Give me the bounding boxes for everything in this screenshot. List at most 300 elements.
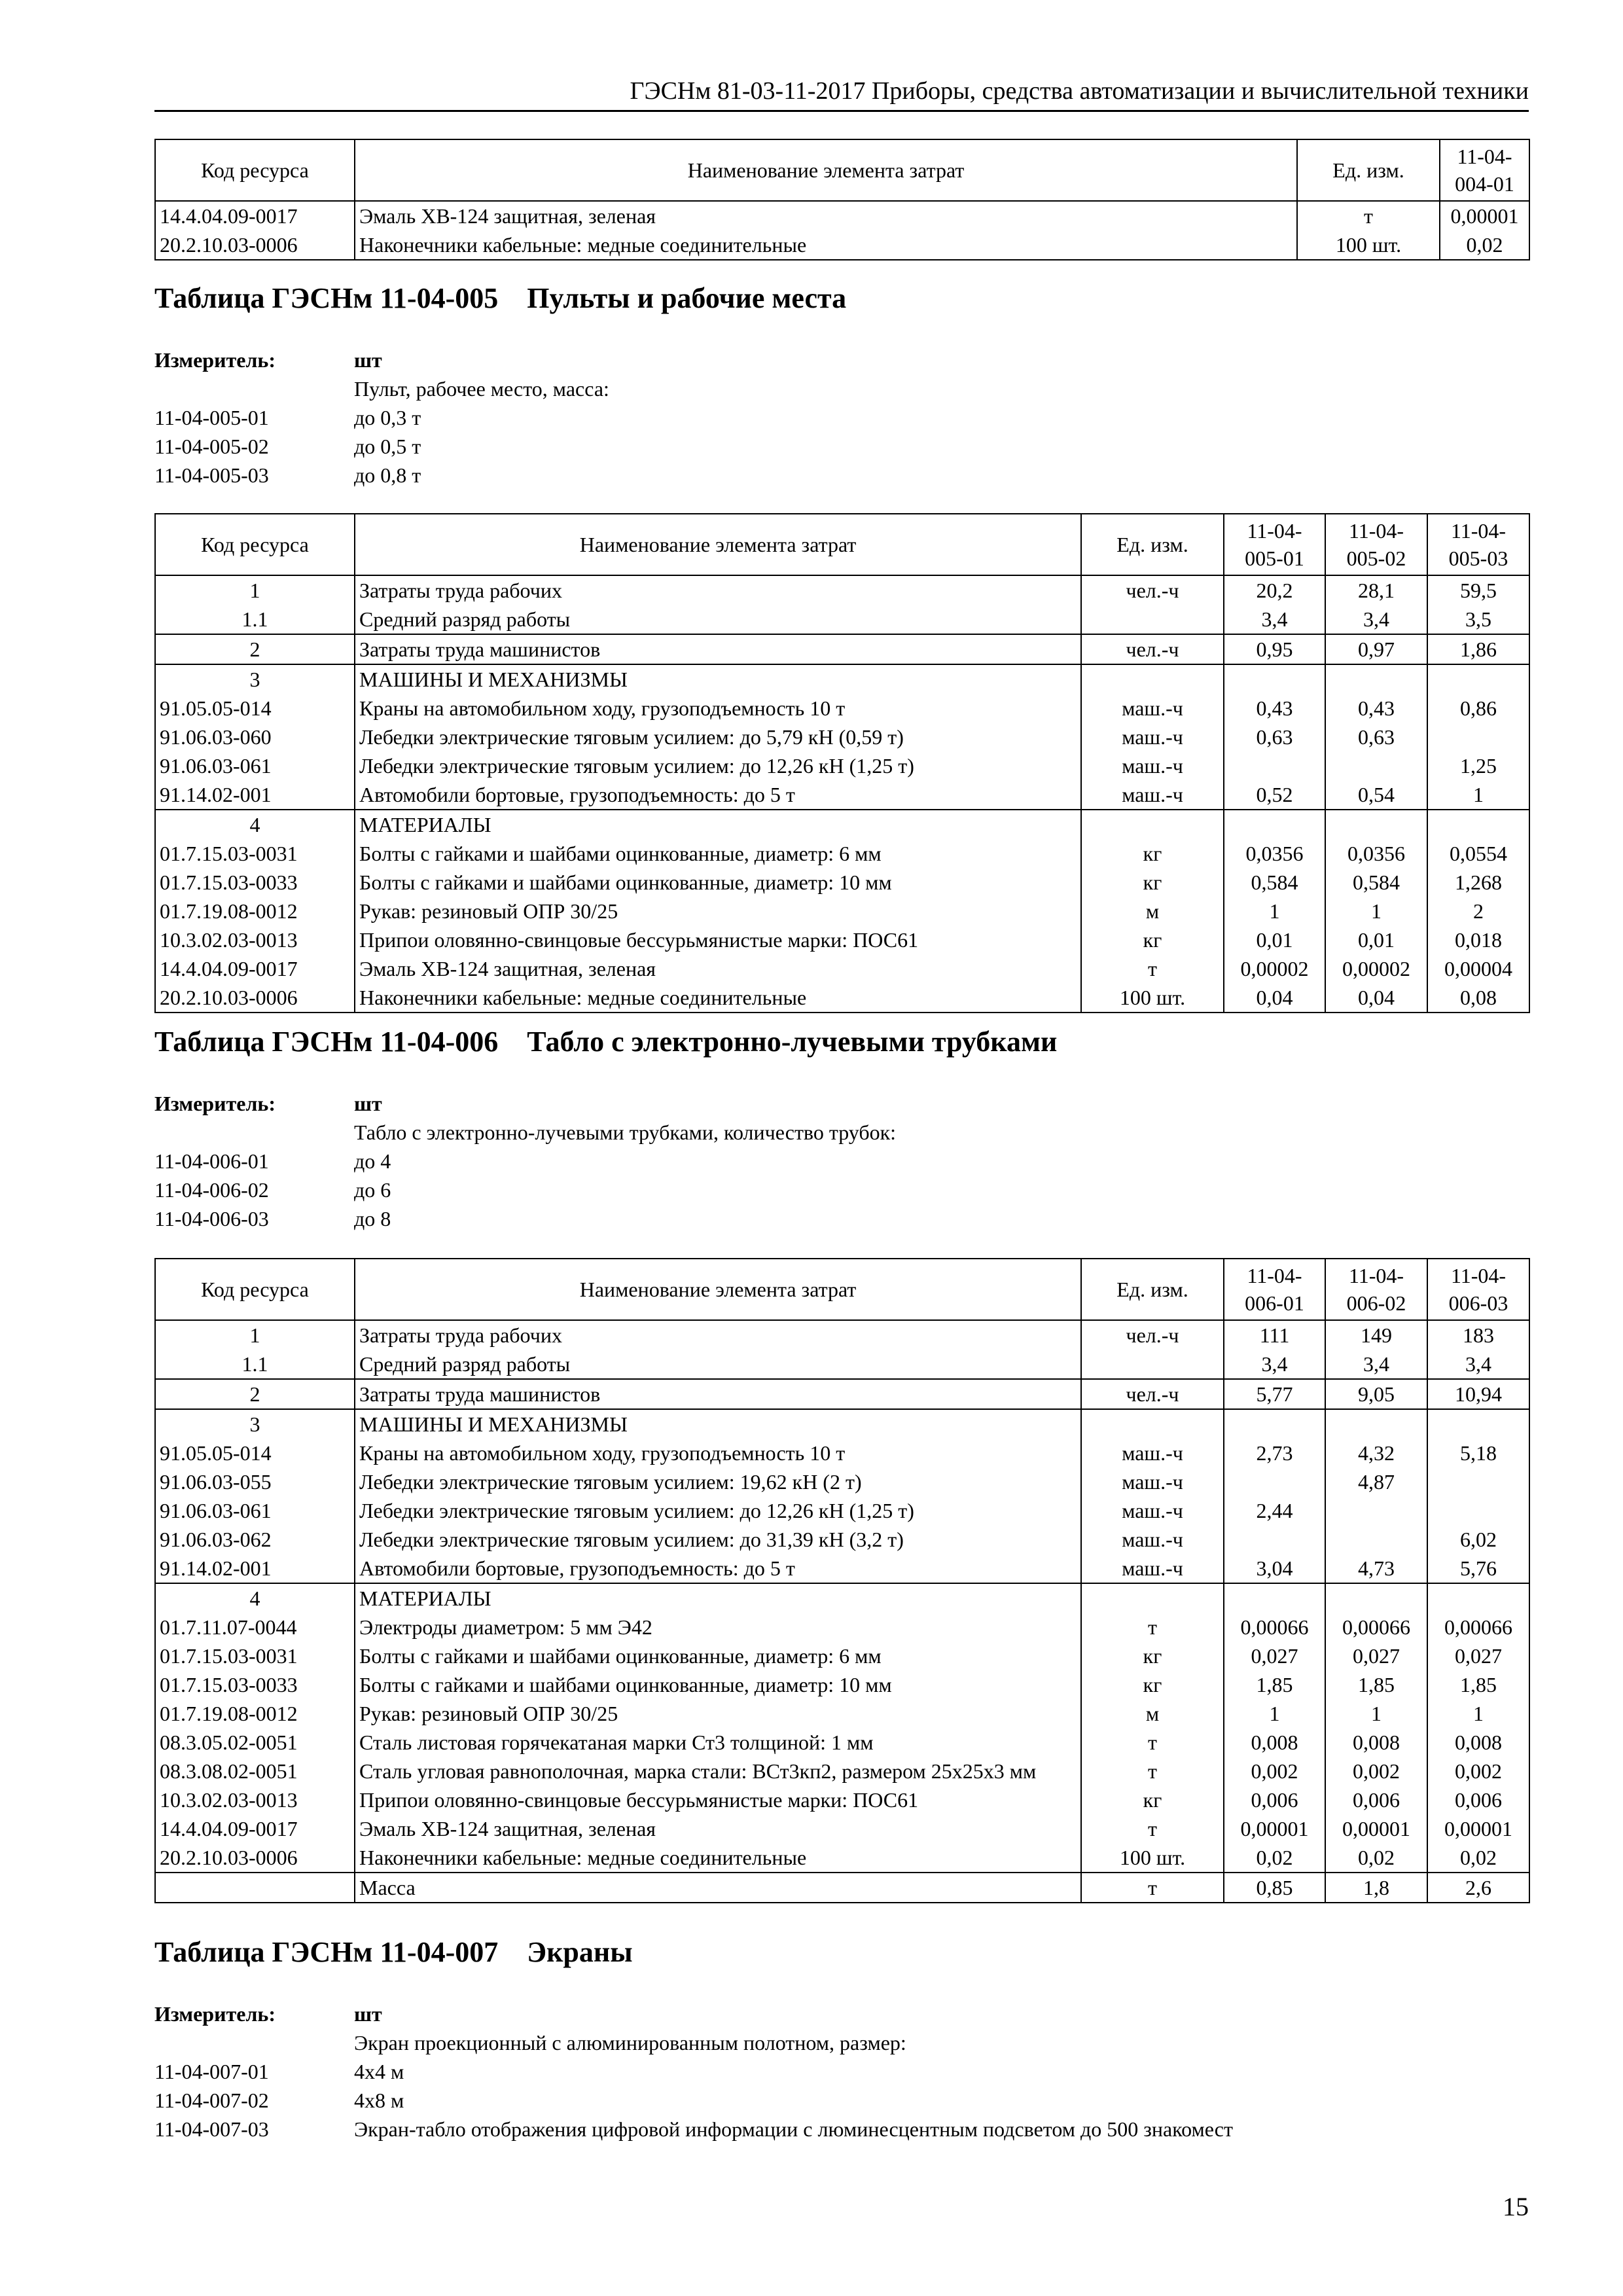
resource-value: 0,584 xyxy=(1325,868,1427,897)
resource-value: 0,027 xyxy=(1427,1641,1529,1670)
running-header: ГЭСНм 81-03-11-2017 Приборы, средства автоматизации и вычислительной техники xyxy=(154,73,1529,112)
meter-desc-spacer xyxy=(154,374,354,403)
resource-value: 5,77 xyxy=(1224,1379,1325,1409)
resource-unit: 100 шт. xyxy=(1297,230,1440,260)
resource-value: 0,43 xyxy=(1325,694,1427,723)
meter-item-code: 11-04-007-03 xyxy=(154,2117,269,2141)
resource-value: 111 xyxy=(1224,1320,1325,1350)
resource-value xyxy=(1325,810,1427,839)
resource-name: Эмаль ХВ-124 защитная, зеленая xyxy=(355,954,1081,983)
resource-code: 01.7.15.03-0031 xyxy=(155,1641,355,1670)
resource-unit: т xyxy=(1081,1873,1224,1903)
resource-value: 0,04 xyxy=(1224,983,1325,1013)
resource-value: 20,2 xyxy=(1224,575,1325,605)
resource-code: 10.3.02.03-0013 xyxy=(155,1785,355,1814)
resource-name: Затраты труда рабочих xyxy=(355,575,1081,605)
meter-item-code: 11-04-007-02 xyxy=(154,2089,269,2112)
table-row xyxy=(155,1814,1529,1843)
resource-unit xyxy=(1081,1350,1224,1379)
resource-value: 0,02 xyxy=(1440,230,1529,260)
table-row xyxy=(155,664,1529,694)
resource-value: 0,02 xyxy=(1325,1843,1427,1873)
resource-value: 1 xyxy=(1427,1699,1529,1728)
table-title-number: Таблица ГЭСНм 11-04-006 xyxy=(154,1026,499,1058)
table-row xyxy=(155,1670,1529,1699)
table-title-subject: Экраны xyxy=(527,1936,633,1968)
resource-code: 2 xyxy=(155,1379,355,1409)
resource-name: МАТЕРИАЛЫ xyxy=(355,810,1081,839)
resource-value: 1 xyxy=(1224,1699,1325,1728)
resource-value: 2,44 xyxy=(1224,1496,1325,1525)
resource-code: 14.4.04.09-0017 xyxy=(155,1814,355,1843)
resource-name: Затраты труда машинистов xyxy=(355,1379,1081,1409)
resource-unit: маш.-ч xyxy=(1081,1525,1224,1554)
resource-value: 0,0356 xyxy=(1325,839,1427,868)
meter-block-005 xyxy=(154,346,1529,490)
meter-item-text: до 4 xyxy=(354,1149,391,1173)
resource-code: 20.2.10.03-0006 xyxy=(155,983,355,1013)
table-row xyxy=(155,1350,1529,1379)
meter-description: Экран проекционный с алюминированным полотном, размер: xyxy=(354,2031,906,2054)
resource-name: МАШИНЫ И МЕХАНИЗМЫ xyxy=(355,1409,1081,1439)
resource-value: 0,00066 xyxy=(1224,1613,1325,1641)
resource-value: 3,4 xyxy=(1224,605,1325,634)
resource-code: 14.4.04.09-0017 xyxy=(155,201,355,230)
resource-value: 0,97 xyxy=(1325,634,1427,664)
table-row xyxy=(155,780,1529,810)
col-header-unit: Ед. изм. xyxy=(1081,514,1224,575)
table-row xyxy=(155,1409,1529,1439)
meter-item-code: 11-04-005-01 xyxy=(154,406,269,429)
resource-value: 2 xyxy=(1427,897,1529,925)
resource-value: 0,002 xyxy=(1224,1757,1325,1785)
resource-name: Краны на автомобильном ходу, грузоподъемность 10 т xyxy=(355,694,1081,723)
table-row xyxy=(155,694,1529,723)
resource-value xyxy=(1427,1496,1529,1525)
resource-value: 1 xyxy=(1325,897,1427,925)
resource-unit: т xyxy=(1081,1728,1224,1757)
meter-item-code: 11-04-006-03 xyxy=(154,1207,269,1230)
resource-value: 0,0356 xyxy=(1224,839,1325,868)
resource-value xyxy=(1325,1583,1427,1613)
meter-item-text: до 6 xyxy=(354,1178,391,1202)
resource-value: 3,4 xyxy=(1224,1350,1325,1379)
resource-value: 0,00002 xyxy=(1224,954,1325,983)
meter-item-text: Экран-табло отображения цифровой информации с люминесцентным подсветом до 500 знакомест xyxy=(354,2117,1233,2141)
resource-code: 1 xyxy=(155,575,355,605)
resource-unit xyxy=(1081,810,1224,839)
table-row xyxy=(155,1467,1529,1496)
table-row xyxy=(155,1613,1529,1641)
resource-value: 0,0554 xyxy=(1427,839,1529,868)
meter-desc-spacer xyxy=(154,2028,354,2057)
resource-unit: кг xyxy=(1081,839,1224,868)
resource-name: Краны на автомобильном ходу, грузоподъемность 10 т xyxy=(355,1439,1081,1467)
resource-value: 0,86 xyxy=(1427,694,1529,723)
resource-value xyxy=(1224,1467,1325,1496)
resource-name: Затраты труда машинистов xyxy=(355,634,1081,664)
resource-value: 3,04 xyxy=(1224,1554,1325,1583)
resource-unit xyxy=(1081,1409,1224,1439)
table-row xyxy=(155,1554,1529,1583)
resource-unit: маш.-ч xyxy=(1081,694,1224,723)
resource-name: Лебедки электрические тяговым усилием: до 12,26 кН (1,25 т) xyxy=(355,751,1081,780)
resource-unit: чел.-ч xyxy=(1081,1379,1224,1409)
resource-name: Затраты труда рабочих xyxy=(355,1320,1081,1350)
resource-name: Болты с гайками и шайбами оцинкованные, диаметр: 6 мм xyxy=(355,839,1081,868)
resource-unit: 100 шт. xyxy=(1081,983,1224,1013)
meter-item xyxy=(154,2115,1529,2144)
resource-unit xyxy=(1081,605,1224,634)
resource-value: 0,006 xyxy=(1325,1785,1427,1814)
resource-code: 08.3.05.02-0051 xyxy=(155,1728,355,1757)
meter-item-code: 11-04-007-01 xyxy=(154,2060,269,2083)
table-title-007 xyxy=(154,1935,633,1969)
table-row xyxy=(155,230,1529,260)
resource-unit xyxy=(1081,1583,1224,1613)
table-row xyxy=(155,751,1529,780)
resource-name: Эмаль ХВ-124 защитная, зеленая xyxy=(355,201,1297,230)
resource-value: 5,18 xyxy=(1427,1439,1529,1467)
resource-value: 0,00066 xyxy=(1427,1613,1529,1641)
meter-row xyxy=(154,1089,1529,1118)
col-header-value-2: 11-04- 005-02 xyxy=(1325,514,1427,575)
resource-unit: м xyxy=(1081,1699,1224,1728)
table-row xyxy=(155,1641,1529,1670)
table-row xyxy=(155,723,1529,751)
meter-item-code: 11-04-005-02 xyxy=(154,435,269,458)
table-row xyxy=(155,1785,1529,1814)
resource-code: 01.7.19.08-0012 xyxy=(155,897,355,925)
resource-unit: чел.-ч xyxy=(1081,634,1224,664)
resource-table-006 xyxy=(154,1258,1530,1903)
meter-desc-row xyxy=(154,1118,1529,1147)
resource-unit: маш.-ч xyxy=(1081,780,1224,810)
resource-unit: т xyxy=(1081,1814,1224,1843)
table-row xyxy=(155,1496,1529,1525)
meter-unit: шт xyxy=(354,2002,382,2026)
meter-item xyxy=(154,2086,1529,2115)
table-title-number: Таблица ГЭСНм 11-04-007 xyxy=(154,1936,499,1968)
resource-value xyxy=(1325,1409,1427,1439)
table-row xyxy=(155,575,1529,605)
table-row xyxy=(155,1525,1529,1554)
resource-name: Наконечники кабельные: медные соединительные xyxy=(355,230,1297,260)
resource-name: Лебедки электрические тяговым усилием: до 12,26 кН (1,25 т) xyxy=(355,1496,1081,1525)
resource-value xyxy=(1325,1525,1427,1554)
col-header-unit: Ед. изм. xyxy=(1297,139,1440,201)
resource-value: 0,43 xyxy=(1224,694,1325,723)
resource-unit: маш.-ч xyxy=(1081,1554,1224,1583)
resource-code: 4 xyxy=(155,810,355,839)
meter-description: Пульт, рабочее место, масса: xyxy=(354,377,609,401)
table-row xyxy=(155,839,1529,868)
resource-value xyxy=(1224,664,1325,694)
resource-name: Рукав: резиновый ОПР 30/25 xyxy=(355,897,1081,925)
resource-name: Припои оловянно-свинцовые бессурьмянистые марки: ПОС61 xyxy=(355,925,1081,954)
table-row xyxy=(155,1873,1529,1903)
table-row xyxy=(155,1728,1529,1757)
meter-row xyxy=(154,2000,1529,2028)
resource-value: 0,54 xyxy=(1325,780,1427,810)
resource-value: 1,86 xyxy=(1427,634,1529,664)
table-row xyxy=(155,983,1529,1013)
resource-value xyxy=(1427,723,1529,751)
col-header-name: Наименование элемента затрат xyxy=(355,514,1081,575)
resource-value: 0,08 xyxy=(1427,983,1529,1013)
resource-code: 20.2.10.03-0006 xyxy=(155,230,355,260)
meter-item xyxy=(154,2057,1529,2086)
col-header-value-3: 11-04- 005-03 xyxy=(1427,514,1529,575)
resource-value: 0,02 xyxy=(1224,1843,1325,1873)
resource-name: Лебедки электрические тяговым усилием: 19,62 кН (2 т) xyxy=(355,1467,1081,1496)
resource-name: Автомобили бортовые, грузоподъемность: до 5 т xyxy=(355,1554,1081,1583)
resource-value: 0,95 xyxy=(1224,634,1325,664)
table-row xyxy=(155,1379,1529,1409)
resource-value xyxy=(1427,810,1529,839)
resource-value: 6,02 xyxy=(1427,1525,1529,1554)
resource-code: 01.7.19.08-0012 xyxy=(155,1699,355,1728)
resource-value: 0,008 xyxy=(1427,1728,1529,1757)
meter-item-code: 11-04-006-02 xyxy=(154,1178,269,1202)
resource-unit: кг xyxy=(1081,868,1224,897)
resource-value: 0,027 xyxy=(1224,1641,1325,1670)
resource-value: 0,006 xyxy=(1427,1785,1529,1814)
meter-item-code: 11-04-006-01 xyxy=(154,1149,269,1173)
meter-unit: шт xyxy=(354,348,382,372)
meter-description: Табло с электронно-лучевыми трубками, количество трубок: xyxy=(354,1121,897,1144)
resource-value: 3,4 xyxy=(1325,1350,1427,1379)
resource-unit: маш.-ч xyxy=(1081,1439,1224,1467)
table-row xyxy=(155,868,1529,897)
meter-item xyxy=(154,1175,1529,1204)
resource-name: Болты с гайками и шайбами оцинкованные, диаметр: 10 мм xyxy=(355,1670,1081,1699)
resource-code: 08.3.08.02-0051 xyxy=(155,1757,355,1785)
resource-value: 0,63 xyxy=(1224,723,1325,751)
page-number: 15 xyxy=(1503,2192,1529,2221)
resource-code: 4 xyxy=(155,1583,355,1613)
resource-table-005 xyxy=(154,513,1530,1013)
meter-item xyxy=(154,1204,1529,1233)
resource-name: МАШИНЫ И МЕХАНИЗМЫ xyxy=(355,664,1081,694)
resource-value xyxy=(1224,810,1325,839)
meter-item-text: до 8 xyxy=(354,1207,391,1230)
resource-code: 1.1 xyxy=(155,605,355,634)
resource-value: 2,6 xyxy=(1427,1873,1529,1903)
meter-block-006 xyxy=(154,1089,1529,1233)
resource-name: Эмаль ХВ-124 защитная, зеленая xyxy=(355,1814,1081,1843)
resource-value: 0,00001 xyxy=(1325,1814,1427,1843)
resource-name: Болты с гайками и шайбами оцинкованные, диаметр: 6 мм xyxy=(355,1641,1081,1670)
resource-code: 91.06.03-060 xyxy=(155,723,355,751)
resource-code: 91.06.03-061 xyxy=(155,751,355,780)
resource-value xyxy=(1224,1409,1325,1439)
resource-code: 1.1 xyxy=(155,1350,355,1379)
resource-unit xyxy=(1081,664,1224,694)
resource-value: 0,00002 xyxy=(1325,954,1427,983)
table-row xyxy=(155,954,1529,983)
resource-code: 01.7.15.03-0033 xyxy=(155,1670,355,1699)
resource-code: 01.7.15.03-0031 xyxy=(155,839,355,868)
meter-block-007 xyxy=(154,2000,1529,2144)
table-row xyxy=(155,605,1529,634)
resource-code: 91.14.02-001 xyxy=(155,1554,355,1583)
meter-row xyxy=(154,346,1529,374)
meter-label: Измеритель: xyxy=(154,1092,276,1115)
resource-value: 0,002 xyxy=(1325,1757,1427,1785)
resource-value: 10,94 xyxy=(1427,1379,1529,1409)
resource-code: 91.05.05-014 xyxy=(155,1439,355,1467)
resource-unit: кг xyxy=(1081,1670,1224,1699)
resource-value: 0,00066 xyxy=(1325,1613,1427,1641)
resource-value: 0,02 xyxy=(1427,1843,1529,1873)
resource-value: 9,05 xyxy=(1325,1379,1427,1409)
resource-unit: кг xyxy=(1081,1641,1224,1670)
resource-value: 0,85 xyxy=(1224,1873,1325,1903)
resource-unit: т xyxy=(1081,954,1224,983)
resource-value: 0,00001 xyxy=(1224,1814,1325,1843)
table-row xyxy=(155,1757,1529,1785)
resource-value: 1 xyxy=(1325,1699,1427,1728)
meter-item xyxy=(154,432,1529,461)
table-title-subject: Табло с электронно-лучевыми трубками xyxy=(527,1026,1058,1058)
resource-value: 0,01 xyxy=(1224,925,1325,954)
resource-value: 0,584 xyxy=(1224,868,1325,897)
col-header-value-3: 11-04- 006-03 xyxy=(1427,1259,1529,1320)
resource-value xyxy=(1427,1467,1529,1496)
resource-code: 10.3.02.03-0013 xyxy=(155,925,355,954)
resource-code: 91.06.03-062 xyxy=(155,1525,355,1554)
resource-unit: чел.-ч xyxy=(1081,575,1224,605)
resource-unit: 100 шт. xyxy=(1081,1843,1224,1873)
resource-value xyxy=(1427,1583,1529,1613)
meter-item-text: до 0,3 т xyxy=(354,406,421,429)
table-row xyxy=(155,925,1529,954)
resource-name: Сталь угловая равнополочная, марка стали: ВСт3кп2, размером 25x25x3 мм xyxy=(355,1757,1081,1785)
resource-value xyxy=(1224,1583,1325,1613)
resource-name: Электроды диаметром: 5 мм Э42 xyxy=(355,1613,1081,1641)
resource-unit: т xyxy=(1081,1757,1224,1785)
table-row xyxy=(155,1583,1529,1613)
table-row xyxy=(155,1320,1529,1350)
resource-name: Средний разряд работы xyxy=(355,605,1081,634)
table-title-006 xyxy=(154,1025,1057,1058)
resource-code: 91.06.03-061 xyxy=(155,1496,355,1525)
resource-name: МАТЕРИАЛЫ xyxy=(355,1583,1081,1613)
resource-name: Сталь листовая горячекатаная марки Ст3 толщиной: 1 мм xyxy=(355,1728,1081,1757)
resource-value: 149 xyxy=(1325,1320,1427,1350)
resource-unit: т xyxy=(1081,1613,1224,1641)
resource-name: Лебедки электрические тяговым усилием: до 31,39 кН (3,2 т) xyxy=(355,1525,1081,1554)
resource-value: 0,00001 xyxy=(1427,1814,1529,1843)
resource-value: 4,32 xyxy=(1325,1439,1427,1467)
resource-value xyxy=(1224,1525,1325,1554)
resource-value: 1,268 xyxy=(1427,868,1529,897)
resource-value: 1 xyxy=(1427,780,1529,810)
resource-value: 3,5 xyxy=(1427,605,1529,634)
resource-code: 91.05.05-014 xyxy=(155,694,355,723)
col-header-name: Наименование элемента затрат xyxy=(355,1259,1081,1320)
resource-code: 91.06.03-055 xyxy=(155,1467,355,1496)
resource-name: Наконечники кабельные: медные соединительные xyxy=(355,1843,1081,1873)
resource-value: 3,4 xyxy=(1325,605,1427,634)
resource-table-004-cont xyxy=(154,139,1530,260)
resource-name: Лебедки электрические тяговым усилием: до 5,79 кН (0,59 т) xyxy=(355,723,1081,751)
resource-code: 3 xyxy=(155,664,355,694)
col-header-value-2: 11-04- 006-02 xyxy=(1325,1259,1427,1320)
resource-value: 59,5 xyxy=(1427,575,1529,605)
meter-desc-row xyxy=(154,2028,1529,2057)
resource-value: 0,00004 xyxy=(1427,954,1529,983)
resource-value: 1,85 xyxy=(1427,1670,1529,1699)
meter-unit: шт xyxy=(354,1092,382,1115)
resource-name: Автомобили бортовые, грузоподъемность: до 5 т xyxy=(355,780,1081,810)
resource-unit: маш.-ч xyxy=(1081,1496,1224,1525)
col-header-code: Код ресурса xyxy=(155,139,355,201)
resource-value: 0,04 xyxy=(1325,983,1427,1013)
col-header-value-1: 11-04- 005-01 xyxy=(1224,514,1325,575)
meter-item xyxy=(154,461,1529,490)
resource-value: 0,002 xyxy=(1427,1757,1529,1785)
resource-value xyxy=(1325,751,1427,780)
resource-unit: м xyxy=(1081,897,1224,925)
meter-item-text: до 0,5 т xyxy=(354,435,421,458)
resource-value: 5,76 xyxy=(1427,1554,1529,1583)
resource-value: 0,018 xyxy=(1427,925,1529,954)
meter-desc-spacer xyxy=(154,1118,354,1147)
meter-label: Измеритель: xyxy=(154,348,276,372)
resource-value: 0,52 xyxy=(1224,780,1325,810)
resource-code: 01.7.11.07-0044 xyxy=(155,1613,355,1641)
resource-value: 2,73 xyxy=(1224,1439,1325,1467)
meter-item-text: 4x4 м xyxy=(354,2060,404,2083)
resource-unit: маш.-ч xyxy=(1081,751,1224,780)
resource-unit: маш.-ч xyxy=(1081,1467,1224,1496)
meter-label: Измеритель: xyxy=(154,2002,276,2026)
table-title-005 xyxy=(154,281,846,315)
meter-item xyxy=(154,1147,1529,1175)
resource-name: Припои оловянно-свинцовые бессурьмянистые марки: ПОС61 xyxy=(355,1785,1081,1814)
resource-value: 183 xyxy=(1427,1320,1529,1350)
resource-value: 0,008 xyxy=(1224,1728,1325,1757)
resource-value xyxy=(1325,664,1427,694)
col-header-name: Наименование элемента затрат xyxy=(355,139,1297,201)
resource-code: 14.4.04.09-0017 xyxy=(155,954,355,983)
resource-code: 3 xyxy=(155,1409,355,1439)
resource-value: 1,85 xyxy=(1325,1670,1427,1699)
meter-desc-row xyxy=(154,374,1529,403)
table-row xyxy=(155,201,1529,230)
resource-value: 1,25 xyxy=(1427,751,1529,780)
resource-value xyxy=(1224,751,1325,780)
resource-value: 4,87 xyxy=(1325,1467,1427,1496)
meter-item xyxy=(154,403,1529,432)
resource-value: 4,73 xyxy=(1325,1554,1427,1583)
resource-value: 1,8 xyxy=(1325,1873,1427,1903)
resource-name: Рукав: резиновый ОПР 30/25 xyxy=(355,1699,1081,1728)
resource-value: 1 xyxy=(1224,897,1325,925)
meter-item-text: 4x8 м xyxy=(354,2089,404,2112)
resource-unit: кг xyxy=(1081,925,1224,954)
table-title-subject: Пульты и рабочие места xyxy=(527,282,847,314)
resource-value: 0,027 xyxy=(1325,1641,1427,1670)
table-title-number: Таблица ГЭСНм 11-04-005 xyxy=(154,282,499,314)
resource-value: 0,01 xyxy=(1325,925,1427,954)
col-header-unit: Ед. изм. xyxy=(1081,1259,1224,1320)
resource-code xyxy=(155,1873,355,1903)
table-row xyxy=(155,634,1529,664)
meter-item-text: до 0,8 т xyxy=(354,463,421,487)
